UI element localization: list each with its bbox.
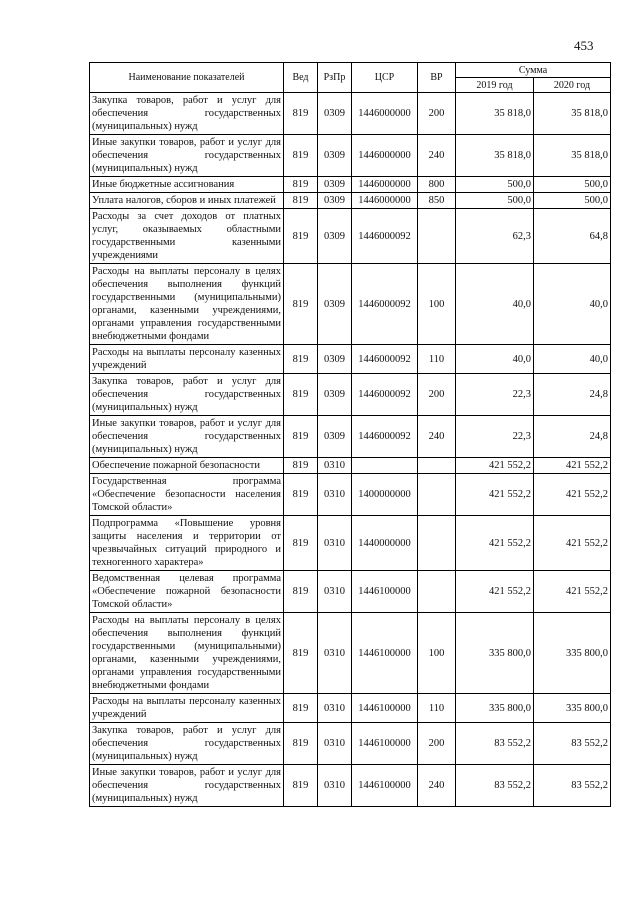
cell-ved: 819 — [284, 723, 318, 765]
table-row — [90, 694, 611, 723]
cell-vr: 110 — [418, 345, 456, 374]
cell-rzpr: 0309 — [318, 345, 352, 374]
cell-rzpr: 0310 — [318, 516, 352, 571]
cell-vr: 200 — [418, 723, 456, 765]
cell-vr: 240 — [418, 765, 456, 807]
cell-2019: 83 552,2 — [456, 765, 534, 807]
cell-ved: 819 — [284, 458, 318, 474]
table-row — [90, 474, 611, 516]
cell-2020: 500,0 — [534, 177, 611, 193]
cell-csr: 1400000000 — [352, 474, 418, 516]
cell-rzpr: 0309 — [318, 416, 352, 458]
cell-ved: 819 — [284, 93, 318, 135]
cell-2020: 500,0 — [534, 193, 611, 209]
cell-rzpr: 0309 — [318, 264, 352, 345]
cell-2019: 22,3 — [456, 374, 534, 416]
page-number: 453 — [574, 38, 594, 53]
cell-rzpr: 0310 — [318, 458, 352, 474]
cell-vr: 100 — [418, 613, 456, 694]
cell-ved: 819 — [284, 571, 318, 613]
cell-name: Обеспечение пожарной безопасности — [90, 458, 284, 474]
cell-rzpr: 0310 — [318, 765, 352, 807]
cell-name: Расходы на выплаты персоналу казенных учреждений — [90, 694, 284, 723]
cell-csr: 1446000092 — [352, 209, 418, 264]
cell-name: Уплата налогов, сборов и иных платежей — [90, 193, 284, 209]
table-row — [90, 723, 611, 765]
cell-csr: 1446000092 — [352, 345, 418, 374]
cell-name: Иные закупки товаров, работ и услуг для обеспечения государственных (муниципальных) нужд — [90, 416, 284, 458]
cell-vr — [418, 516, 456, 571]
cell-2019: 83 552,2 — [456, 723, 534, 765]
cell-name: Закупка товаров, работ и услуг для обеспечения государственных (муниципальных) нужд — [90, 93, 284, 135]
cell-vr: 240 — [418, 416, 456, 458]
cell-vr: 800 — [418, 177, 456, 193]
table-row — [90, 135, 611, 177]
table-row — [90, 374, 611, 416]
cell-csr: 1446100000 — [352, 613, 418, 694]
cell-name: Иные бюджетные ассигнования — [90, 177, 284, 193]
cell-csr: 1440000000 — [352, 516, 418, 571]
table-row — [90, 193, 611, 209]
cell-2019: 22,3 — [456, 416, 534, 458]
cell-2019: 62,3 — [456, 209, 534, 264]
cell-ved: 819 — [284, 193, 318, 209]
budget-table — [89, 62, 611, 807]
cell-rzpr: 0309 — [318, 177, 352, 193]
cell-name: Закупка товаров, работ и услуг для обеспечения государственных (муниципальных) нужд — [90, 374, 284, 416]
cell-name: Расходы на выплаты персоналу в целях обеспечения выполнения функций государственными (муниципальными) органами, казенными учреждениями, органами управления государственными внебюджетными фондами — [90, 264, 284, 345]
cell-rzpr: 0309 — [318, 193, 352, 209]
cell-2019: 421 552,2 — [456, 474, 534, 516]
cell-name: Расходы за счет доходов от платных услуг, оказываемых областными государственными казенными учреждениями — [90, 209, 284, 264]
cell-name: Иные закупки товаров, работ и услуг для обеспечения государственных (муниципальных) нужд — [90, 135, 284, 177]
cell-2020: 35 818,0 — [534, 93, 611, 135]
cell-csr: 1446000000 — [352, 93, 418, 135]
cell-rzpr: 0309 — [318, 374, 352, 416]
cell-2020: 421 552,2 — [534, 571, 611, 613]
cell-2020: 335 800,0 — [534, 694, 611, 723]
header-name: Наименование показателей — [90, 63, 284, 93]
table-row — [90, 345, 611, 374]
header-2020: 2020 год — [534, 78, 611, 93]
cell-vr: 110 — [418, 694, 456, 723]
cell-vr — [418, 209, 456, 264]
cell-ved: 819 — [284, 135, 318, 177]
cell-rzpr: 0310 — [318, 474, 352, 516]
cell-csr: 1446000000 — [352, 177, 418, 193]
table-body — [90, 93, 611, 807]
cell-name: Государственная программа «Обеспечение безопасности населения Томской области» — [90, 474, 284, 516]
cell-ved: 819 — [284, 374, 318, 416]
cell-rzpr: 0310 — [318, 694, 352, 723]
table-row — [90, 264, 611, 345]
cell-2020: 24,8 — [534, 374, 611, 416]
cell-2020: 421 552,2 — [534, 516, 611, 571]
table-row — [90, 416, 611, 458]
cell-rzpr: 0309 — [318, 93, 352, 135]
cell-name: Ведомственная целевая программа «Обеспечение пожарной безопасности Томской области» — [90, 571, 284, 613]
cell-2020: 421 552,2 — [534, 458, 611, 474]
table-row — [90, 209, 611, 264]
table-row — [90, 571, 611, 613]
cell-2019: 421 552,2 — [456, 571, 534, 613]
table-row — [90, 458, 611, 474]
cell-2020: 83 552,2 — [534, 765, 611, 807]
cell-2020: 83 552,2 — [534, 723, 611, 765]
cell-name: Иные закупки товаров, работ и услуг для обеспечения государственных (муниципальных) нужд — [90, 765, 284, 807]
cell-2019: 500,0 — [456, 193, 534, 209]
header-sum: Сумма — [456, 63, 611, 78]
cell-csr: 1446100000 — [352, 694, 418, 723]
cell-2019: 421 552,2 — [456, 458, 534, 474]
cell-csr: 1446000000 — [352, 193, 418, 209]
header-rzpr: РзПр — [318, 63, 352, 93]
cell-ved: 819 — [284, 694, 318, 723]
header-ved: Вед — [284, 63, 318, 93]
cell-2020: 335 800,0 — [534, 613, 611, 694]
cell-csr: 1446000092 — [352, 264, 418, 345]
table-row — [90, 765, 611, 807]
cell-vr: 100 — [418, 264, 456, 345]
cell-2019: 40,0 — [456, 345, 534, 374]
cell-ved: 819 — [284, 264, 318, 345]
header-2019: 2019 год — [456, 78, 534, 93]
cell-name: Расходы на выплаты персоналу в целях обеспечения выполнения функций государственными (муниципальными) органами, казенными учреждениями, органами управления государственными внебюджетными фондами — [90, 613, 284, 694]
cell-ved: 819 — [284, 177, 318, 193]
cell-vr: 850 — [418, 193, 456, 209]
cell-vr — [418, 458, 456, 474]
cell-csr: 1446100000 — [352, 571, 418, 613]
cell-csr: 1446100000 — [352, 723, 418, 765]
cell-2019: 335 800,0 — [456, 613, 534, 694]
cell-vr — [418, 474, 456, 516]
cell-vr: 240 — [418, 135, 456, 177]
table-row — [90, 516, 611, 571]
cell-2019: 335 800,0 — [456, 694, 534, 723]
cell-2020: 35 818,0 — [534, 135, 611, 177]
cell-rzpr: 0310 — [318, 723, 352, 765]
cell-2020: 40,0 — [534, 345, 611, 374]
cell-2020: 64,8 — [534, 209, 611, 264]
header-csr: ЦСР — [352, 63, 418, 93]
cell-vr: 200 — [418, 93, 456, 135]
cell-name: Подпрограмма «Повышение уровня защиты населения и территории от чрезвычайных ситуаций природного и техногенного характера» — [90, 516, 284, 571]
cell-ved: 819 — [284, 209, 318, 264]
cell-ved: 819 — [284, 765, 318, 807]
cell-2019: 421 552,2 — [456, 516, 534, 571]
cell-name: Закупка товаров, работ и услуг для обеспечения государственных (муниципальных) нужд — [90, 723, 284, 765]
cell-csr: 1446000000 — [352, 135, 418, 177]
cell-csr: 1446000092 — [352, 374, 418, 416]
cell-rzpr: 0309 — [318, 209, 352, 264]
cell-name: Расходы на выплаты персоналу казенных учреждений — [90, 345, 284, 374]
cell-csr: 1446100000 — [352, 765, 418, 807]
cell-ved: 819 — [284, 613, 318, 694]
table-row — [90, 93, 611, 135]
cell-rzpr: 0310 — [318, 571, 352, 613]
cell-2020: 24,8 — [534, 416, 611, 458]
cell-2019: 35 818,0 — [456, 135, 534, 177]
cell-2020: 40,0 — [534, 264, 611, 345]
table-row — [90, 613, 611, 694]
cell-vr — [418, 571, 456, 613]
header-vr: ВР — [418, 63, 456, 93]
table-header — [90, 63, 611, 93]
cell-2019: 500,0 — [456, 177, 534, 193]
table-row — [90, 177, 611, 193]
cell-csr — [352, 458, 418, 474]
cell-vr: 200 — [418, 374, 456, 416]
cell-2019: 35 818,0 — [456, 93, 534, 135]
cell-2019: 40,0 — [456, 264, 534, 345]
cell-ved: 819 — [284, 516, 318, 571]
cell-2020: 421 552,2 — [534, 474, 611, 516]
cell-csr: 1446000092 — [352, 416, 418, 458]
cell-rzpr: 0309 — [318, 135, 352, 177]
cell-rzpr: 0310 — [318, 613, 352, 694]
cell-ved: 819 — [284, 345, 318, 374]
cell-ved: 819 — [284, 416, 318, 458]
cell-ved: 819 — [284, 474, 318, 516]
